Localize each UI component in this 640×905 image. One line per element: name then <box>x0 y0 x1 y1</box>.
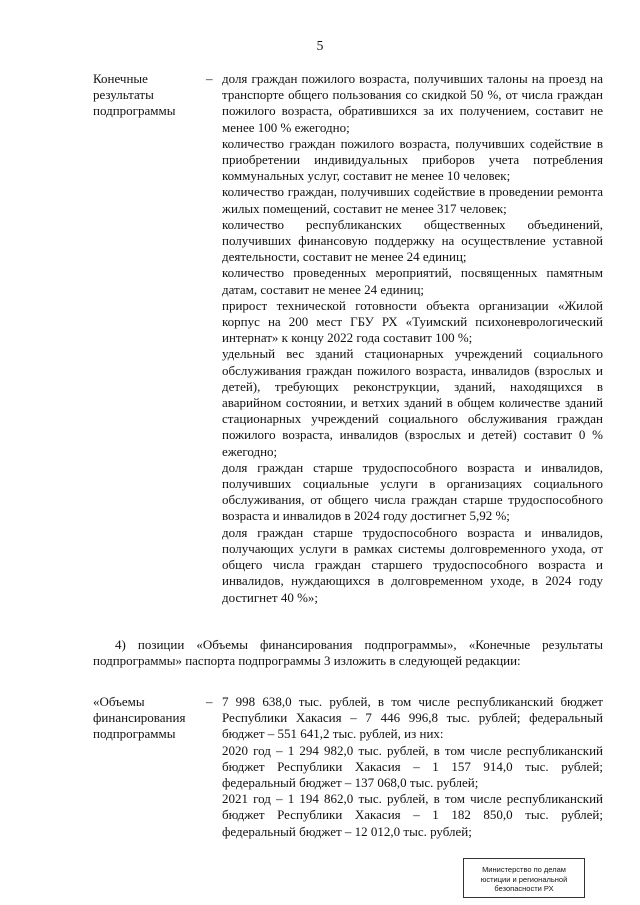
funding-label-line: «Объемы <box>93 694 145 709</box>
results-content <box>222 71 603 606</box>
ministry-stamp <box>463 858 585 898</box>
stamp-line: юстиции и региональной <box>480 874 568 884</box>
funding-content <box>222 694 603 840</box>
funding-item: 7 998 638,0 тыс. рублей, в том числе республиканский бюджет Республики Хакасия – 7 446 996,8 тыс. рублей; федеральный бюджет – 551 641,2 тыс. рублей, из них: <box>222 694 603 742</box>
funding-item: 2020 год – 1 294 982,0 тыс. рублей, в том числе республиканский бюджет Республики Хакасия – 1 157 914,0 тыс. рублей; федеральный бюджет – 137 068,0 тыс. рублей; <box>222 742 603 791</box>
result-item: количество граждан пожилого возраста, получивших содействие в приобретении индивидуальных приборов учета потребления коммунальных услуг, составит не менее 10 человек; <box>222 135 603 184</box>
results-label-line: Конечные <box>93 71 148 86</box>
page-number: 5 <box>316 38 324 53</box>
results-label-line: результаты <box>93 87 154 103</box>
result-item: количество проведенных мероприятий, посвященных памятным датам, составит не менее 24 единиц; <box>222 265 603 297</box>
funding-label-line: подпрограммы <box>93 726 176 742</box>
funding-label <box>93 694 203 743</box>
result-item: доля граждан старше трудоспособного возраста и инвалидов, получивших социальные услуги в организациях социального обслуживания, от общего числа граждан старше трудоспособного возраста и инвалидов в 2024 году достигнет 5,92 %; <box>222 459 603 524</box>
funding-label-line: финансирования <box>93 710 186 726</box>
results-dash: – <box>206 71 213 86</box>
result-item: удельный вес зданий стационарных учреждений социального обслуживания граждан пожилого возраста, инвалидов (взрослых и детей), требующих реконструкции, зданий, находящихся в аварийном состоянии, и ветхих зданий в общем количестве зданий стационарных учреждений социального обслуживания граждан пожилого возраста, инвалидов (взрослых и детей) составит 0 % ежегодно; <box>222 346 603 459</box>
results-label <box>93 71 203 120</box>
funding-item: 2021 год – 1 194 862,0 тыс. рублей, в том числе республиканский бюджет Республики Хакасия – 1 182 850,0 тыс. рублей; федеральный бюджет – 12 012,0 тыс. рублей; <box>222 791 603 839</box>
result-item: доля граждан старше трудоспособного возраста и инвалидов, получающих услуги в рамках системы долговременного ухода, от общего числа граждан старшего трудоспособного возраста и инвалидов, нуждающихся в долговременном уходе, в 2024 году достигнет 40 %»; <box>222 524 603 605</box>
results-label-line: подпрограммы <box>93 103 176 119</box>
result-item: прирост технической готовности объекта организации «Жилой корпус на 200 мест ГБУ РХ «Туимский психоневрологический интернат» к концу 2022 года составит 100 %; <box>222 297 603 346</box>
result-item: количество республиканских общественных объединений, получивших финансовую поддержку на осуществление уставной деятельности, составит не менее 24 единиц; <box>222 216 603 265</box>
stamp-line: безопасности РХ <box>494 884 554 893</box>
funding-dash: – <box>206 694 213 709</box>
paragraph-4: 4) позиции «Объемы финансирования подпрограммы», «Конечные результаты подпрограммы» паспорта подпрограммы 3 изложить в следующей редакции: <box>93 637 603 669</box>
result-item: количество граждан, получивших содействие в проведении ремонта жилых помещений, составит не менее 317 человек; <box>222 184 603 216</box>
result-item: доля граждан пожилого возраста, получивших талоны на проезд на транспорте общего пользования со скидкой 50 %, от числа граждан пожилого возраста, обратившихся за их получением, составит не менее 100 % ежегодно; <box>222 71 603 135</box>
stamp-line: Министерство по делам <box>482 865 566 874</box>
